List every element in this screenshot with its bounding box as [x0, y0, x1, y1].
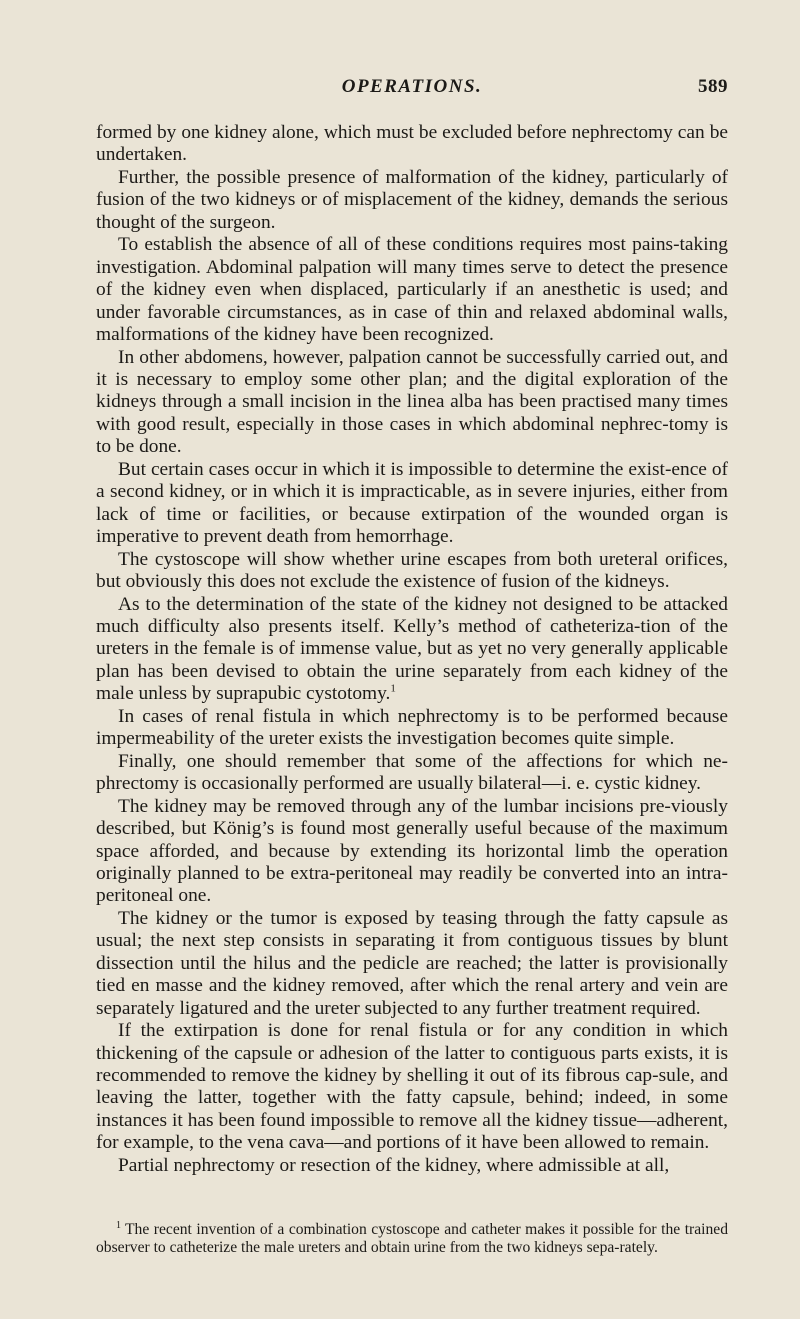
footnote-text: The recent invention of a combination cystoscope and catheter makes it possible for the trained observer to catheterize the male ureters and obtain urine from the two kidneys sepa-rately. [96, 1221, 728, 1256]
footnote-mark: 1 [116, 1219, 121, 1231]
paragraph-8: In cases of renal fistula in which nephrectomy is to be performed because impermeability of the ureter exists the investigation becomes quite simple. [96, 705, 728, 750]
page-number: 589 [698, 76, 728, 97]
paragraph-3: To establish the absence of all of these conditions requires most pains-taking investigation. Abdominal palpation will many times serve to detect the presence of the kidney even when displaced, particularly if an anesthetic is used; and under favorable circumstances, as in case of thin and relaxed abdominal walls, malformations of the kidney have been recognized. [96, 234, 728, 346]
footnote [96, 1221, 728, 1256]
paragraph-11: The kidney or the tumor is exposed by teasing through the fatty capsule as usual; the next step consists in separating it from contiguous tissues by blunt dissection until the hilus and the pedicle are reached; the latter is provisionally tied en masse and the kidney removed, after which the renal artery and vein are separately ligatured and the ureter subjected to any further treatment required. [96, 907, 728, 1019]
paragraph-13: Partial nephrectomy or resection of the kidney, where admissible at all, [118, 1154, 670, 1176]
paragraph-10: The kidney may be removed through any of the lumbar incisions pre-viously described, but König’s is found most generally useful because of the maximum space afforded, and because by extending its horizontal limb the operation originally planned to be extra-peritoneal may readily be converted into an intra-peritoneal one. [96, 795, 728, 907]
paragraph-2: Further, the possible presence of malformation of the kidney, particularly of fusion of the two kidneys or of misplacement of the kidney, demands the serious thought of the surgeon. [96, 166, 728, 233]
paragraph-7 [96, 594, 728, 706]
running-title: OPERATIONS. [341, 76, 483, 97]
paragraph-4: In other abdomens, however, palpation cannot be successfully carried out, and it is necessary to employ some other plan; and the digital exploration of the kidneys through a small incision in the linea alba has been practised many times with good result, especially in those cases in which abdominal nephrec-tomy is to be done. [96, 346, 728, 458]
paragraph-7-text: As to the determination of the state of the kidney not designed to be attacked much difficulty also presents itself. Kelly’s method of catheteriza-tion of the ureters in the female is of immense value, but as yet no very generally applicable plan has been devised to obtain the urine separately from each kidney of the male unless by suprapubic cystotomy. [96, 593, 728, 705]
paragraph-9: Finally, one should remember that some of the affections for which ne-phrectomy is occasionally performed are usually bilateral—i. e. cystic kidney. [96, 750, 728, 795]
running-header [96, 76, 728, 102]
paragraph-5: But certain cases occur in which it is impossible to determine the exist-ence of a second kidney, or in which it is impracticable, as in severe injuries, either from lack of time or facilities, or because extirpation of the wounded organ is imperative to prevent death from hemorrhage. [96, 458, 728, 548]
paragraph-1: formed by one kidney alone, which must be excluded before nephrectomy can be undertaken. [96, 122, 728, 166]
footnote-reference: 1 [390, 682, 396, 695]
paragraph-12: If the extirpation is done for renal fistula or for any condition in which thickening of the capsule or adhesion of the latter to contiguous parts exists, it is recommended to remove the kidney by shelling it out of its fibrous cap-sule, and leaving the latter, together with the fatty capsule, behind; indeed, in some instances it has been found impossible to remove all the kidney tissue—adherent, for example, to the vena cava—and portions of it have been allowed to remain. [96, 1020, 728, 1154]
paragraph-6: The cystoscope will show whether urine escapes from both ureteral orifices, but obviously this does not exclude the existence of fusion of the kidneys. [96, 548, 728, 593]
body-text [96, 122, 728, 1177]
